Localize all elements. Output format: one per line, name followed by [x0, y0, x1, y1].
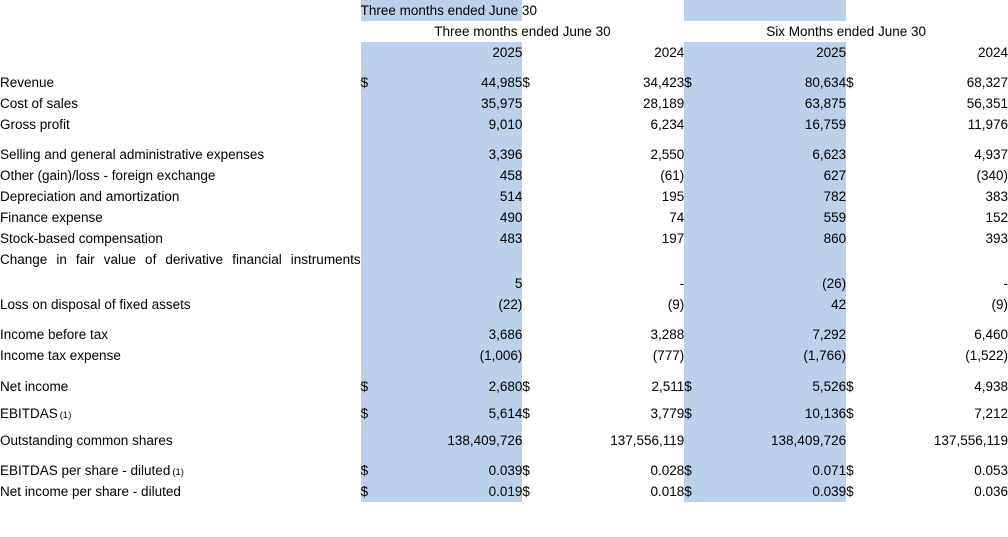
header-blank-label-2	[0, 42, 361, 63]
row-value-q-current: 2,680	[383, 375, 522, 397]
row-currency-s-prior: $	[846, 463, 854, 479]
spacer-row-after-gross-profit	[0, 135, 1008, 144]
row-value-s-current: 782	[707, 186, 846, 207]
header-year-s-cur-cur	[684, 42, 707, 63]
row-value-s-prior: 383	[985, 189, 1008, 205]
row-currency-s-prior	[846, 294, 869, 315]
row-currency-s-current	[684, 114, 707, 135]
row-currency-q-current	[361, 93, 384, 114]
row-currency-s-prior: $	[846, 484, 854, 500]
row-currency-s-current	[684, 228, 707, 249]
table-header-years	[0, 42, 1008, 63]
row-value-q-current: 3,396	[383, 144, 522, 165]
row-currency-s-current	[684, 249, 707, 294]
row-currency-q-prior	[522, 186, 545, 207]
row-label: Other (gain)/loss - foreign exchange	[0, 168, 216, 184]
row-currency-s-current	[684, 345, 707, 366]
table-row	[0, 294, 1008, 315]
row-value-q-prior: 0.018	[650, 484, 685, 500]
row-value-q-prior: 0.028	[650, 463, 685, 479]
row-value-s-prior: (1,522)	[965, 348, 1008, 364]
row-value-s-current: 16,759	[707, 114, 846, 135]
row-value-s-current: 10,136	[707, 402, 846, 424]
row-currency-s-current: $	[684, 481, 707, 502]
row-value-q-current: 35,975	[383, 93, 522, 114]
row-currency-q-current	[361, 114, 384, 135]
row-currency-q-prior	[522, 345, 545, 366]
row-value-s-prior: 56,351	[966, 96, 1008, 112]
row-currency-q-current: $	[361, 460, 384, 481]
header-spacer-1	[0, 21, 361, 42]
row-value-q-current: 5	[383, 249, 522, 294]
row-value-q-current: 3,686	[383, 324, 522, 345]
row-value-s-prior: -	[1003, 276, 1008, 292]
row-label: Loss on disposal of fixed assets	[0, 297, 191, 313]
row-currency-q-prior	[522, 429, 545, 451]
row-value-q-prior: 34,423	[642, 75, 685, 91]
row-value-s-prior: 7,212	[974, 406, 1008, 422]
row-value-q-prior: 3,288	[650, 327, 685, 343]
row-value-s-prior: 6,460	[974, 327, 1008, 343]
row-label: Net income per share - diluted	[0, 484, 181, 500]
row-value-s-current: 0.039	[707, 481, 846, 502]
header-year-q-prior: 2024	[654, 45, 685, 61]
row-label: Depreciation and amortization	[0, 189, 180, 205]
row-label: Selling and general administrative expenses	[0, 147, 265, 163]
row-currency-s-current	[684, 294, 707, 315]
row-currency-s-current	[684, 207, 707, 228]
footnote-marker: (1)	[172, 467, 184, 479]
row-label: Change in fair value of derivative financial instruments	[0, 252, 361, 267]
row-currency-q-prior	[522, 249, 545, 294]
row-value-q-current: 490	[383, 207, 522, 228]
row-value-q-current: 458	[383, 165, 522, 186]
header-year-q-current: 2025	[383, 42, 522, 63]
row-value-s-current: 7,292	[707, 324, 846, 345]
row-currency-s-current	[684, 165, 707, 186]
row-currency-q-current	[361, 294, 384, 315]
row-value-s-current: 138,409,726	[707, 429, 846, 451]
row-label: Revenue	[0, 75, 55, 91]
header-group1-title: Three months ended June 30	[434, 24, 611, 40]
row-value-q-prior: (9)	[667, 297, 685, 313]
row-value-s-current: 5,526	[707, 375, 846, 397]
row-currency-q-current	[361, 144, 384, 165]
row-label: Gross profit	[0, 117, 70, 133]
row-currency-q-current: $	[361, 72, 384, 93]
header-group2-title: Six Months ended June 30	[766, 24, 927, 40]
row-value-q-current: 5,614	[383, 402, 522, 424]
row-currency-s-prior	[846, 144, 869, 165]
row-currency-s-prior	[846, 207, 869, 228]
row-currency-s-prior	[846, 186, 869, 207]
row-value-s-prior: 393	[985, 231, 1008, 247]
row-currency-s-prior	[846, 345, 869, 366]
row-value-s-current: 6,623	[707, 144, 846, 165]
table-row	[0, 144, 1008, 165]
row-value-s-prior: 4,937	[974, 147, 1008, 163]
row-currency-q-prior	[522, 144, 545, 165]
row-currency-q-current	[361, 186, 384, 207]
table-row	[0, 460, 1008, 481]
row-value-q-current: 9,010	[383, 114, 522, 135]
row-value-s-prior: (9)	[991, 297, 1008, 313]
row-value-q-current: (22)	[383, 294, 522, 315]
row-currency-s-current: $	[684, 402, 707, 424]
table-row	[0, 402, 1008, 424]
header-year-q-cur-cur	[361, 42, 384, 63]
row-currency-q-current	[361, 207, 384, 228]
row-value-q-prior: (777)	[652, 348, 685, 364]
footnote-marker: (1)	[59, 410, 72, 422]
row-currency-q-current	[361, 345, 384, 366]
header-year-q-pri-cur	[522, 42, 545, 63]
table-row	[0, 324, 1008, 345]
row-value-s-prior: 0.053	[974, 463, 1008, 479]
row-value-q-current: 0.019	[383, 481, 522, 502]
header-group-six-months-prior	[846, 0, 1008, 21]
row-currency-q-current	[361, 228, 384, 249]
row-label: Stock-based compensation	[0, 231, 163, 247]
row-value-q-prior: 197	[661, 231, 685, 247]
row-value-q-prior: -	[679, 276, 685, 292]
row-currency-s-prior	[846, 114, 869, 135]
row-value-s-prior: 68,327	[966, 75, 1008, 91]
row-currency-s-prior	[846, 165, 869, 186]
row-currency-s-prior	[846, 228, 869, 249]
row-label: Income before tax	[0, 327, 109, 343]
row-currency-s-current	[684, 324, 707, 345]
row-currency-s-prior: $	[846, 406, 854, 422]
spacer-row-before-per-share	[0, 451, 1008, 460]
row-currency-s-prior	[846, 429, 869, 451]
row-value-q-prior: (61)	[660, 168, 685, 184]
row-label: Cost of sales	[0, 96, 79, 112]
row-currency-s-current	[684, 93, 707, 114]
row-currency-q-prior	[522, 294, 545, 315]
row-label	[0, 402, 361, 424]
row-currency-q-prior	[522, 93, 545, 114]
row-currency-s-prior	[846, 93, 869, 114]
row-value-q-current: 483	[383, 228, 522, 249]
table-row	[0, 429, 1008, 451]
row-currency-q-current	[361, 249, 384, 294]
row-value-q-prior: 195	[661, 189, 685, 205]
row-currency-q-current	[361, 324, 384, 345]
table-header-groups	[0, 0, 1008, 21]
row-value-q-current: (1,006)	[383, 345, 522, 366]
row-value-s-prior: 137,556,119	[933, 433, 1008, 449]
row-value-s-current: 0.071	[707, 460, 846, 481]
row-currency-s-prior: $	[846, 75, 854, 91]
header-group-six-months	[684, 0, 846, 21]
row-value-q-prior: 74	[669, 210, 685, 226]
row-value-s-current: 860	[707, 228, 846, 249]
row-currency-s-prior	[846, 249, 869, 294]
row-currency-q-prior: $	[522, 484, 530, 500]
table-row	[0, 207, 1008, 228]
table-row	[0, 228, 1008, 249]
row-value-s-prior: 4,938	[974, 379, 1008, 395]
table-row	[0, 481, 1008, 502]
row-value-q-prior: 2,511	[651, 379, 685, 395]
row-currency-q-current	[361, 429, 384, 451]
row-label-text: EBITDAS per share - diluted	[0, 463, 171, 479]
row-label	[0, 460, 361, 481]
table-row	[0, 72, 1008, 93]
row-currency-q-prior	[522, 114, 545, 135]
row-currency-s-current: $	[684, 375, 707, 397]
table-row	[0, 186, 1008, 207]
row-value-s-current: 80,634	[707, 72, 846, 93]
table-row	[0, 93, 1008, 114]
row-value-q-current: 138,409,726	[383, 429, 522, 451]
row-value-s-current: 42	[707, 294, 846, 315]
spacer-row-before-net-income	[0, 366, 1008, 375]
row-currency-s-prior	[846, 324, 869, 345]
row-value-s-current: 559	[707, 207, 846, 228]
row-value-q-current: 514	[383, 186, 522, 207]
row-value-s-current: 627	[707, 165, 846, 186]
table-row	[0, 249, 1008, 294]
row-currency-q-prior: $	[522, 379, 530, 395]
header-year-s-pri-cur	[846, 42, 869, 63]
row-currency-s-prior: $	[846, 379, 854, 395]
header-year-s-current: 2025	[707, 42, 846, 63]
table-row	[0, 165, 1008, 186]
header-year-s-prior: 2024	[977, 45, 1008, 61]
row-label: Income tax expense	[0, 348, 121, 364]
row-currency-q-prior: $	[522, 463, 530, 479]
row-value-s-current: (1,766)	[707, 345, 846, 366]
table-row	[0, 114, 1008, 135]
row-currency-q-current	[361, 165, 384, 186]
row-value-s-prior: 0.036	[974, 484, 1008, 500]
row-value-s-prior: 152	[985, 210, 1008, 226]
row-currency-q-current: $	[361, 375, 384, 397]
row-value-q-prior: 6,234	[650, 117, 685, 133]
row-currency-q-prior: $	[522, 406, 530, 422]
row-value-q-prior: 28,189	[642, 96, 685, 112]
row-currency-q-prior	[522, 324, 545, 345]
row-value-q-prior: 2,550	[650, 147, 685, 163]
spacer-row-before-income-before-tax	[0, 315, 1008, 324]
row-value-q-current: 44,985	[383, 72, 522, 93]
row-value-s-prior: 11,976	[967, 117, 1008, 133]
row-label: Net income	[0, 379, 69, 395]
table-row	[0, 375, 1008, 397]
row-currency-q-prior	[522, 165, 545, 186]
table-header-groups-text	[0, 21, 1008, 42]
row-currency-q-prior	[522, 207, 545, 228]
row-currency-s-current	[684, 144, 707, 165]
row-value-s-current: 63,875	[707, 93, 846, 114]
header-blank-label	[0, 0, 361, 21]
row-label-text: EBITDAS	[0, 406, 58, 422]
header-group-three-months-prior	[522, 0, 684, 21]
row-value-q-current: 0.039	[383, 460, 522, 481]
row-currency-q-prior: $	[522, 75, 530, 91]
row-value-s-current: (26)	[707, 249, 846, 294]
row-currency-s-current: $	[684, 72, 707, 93]
header-group-three-months: Three months ended June 30	[361, 0, 523, 21]
row-currency-q-current: $	[361, 402, 384, 424]
row-currency-q-prior	[522, 228, 545, 249]
row-label: Finance expense	[0, 210, 103, 226]
spacer-row-top	[0, 63, 1008, 72]
table-row	[0, 345, 1008, 366]
row-label: Outstanding common shares	[0, 433, 173, 449]
row-currency-s-current	[684, 429, 707, 451]
row-value-s-prior: (340)	[976, 168, 1008, 184]
row-currency-q-current: $	[361, 481, 384, 502]
row-value-q-prior: 137,556,119	[610, 433, 685, 449]
row-currency-s-current: $	[684, 460, 707, 481]
row-value-q-prior: 3,779	[650, 406, 685, 422]
row-currency-s-current	[684, 186, 707, 207]
